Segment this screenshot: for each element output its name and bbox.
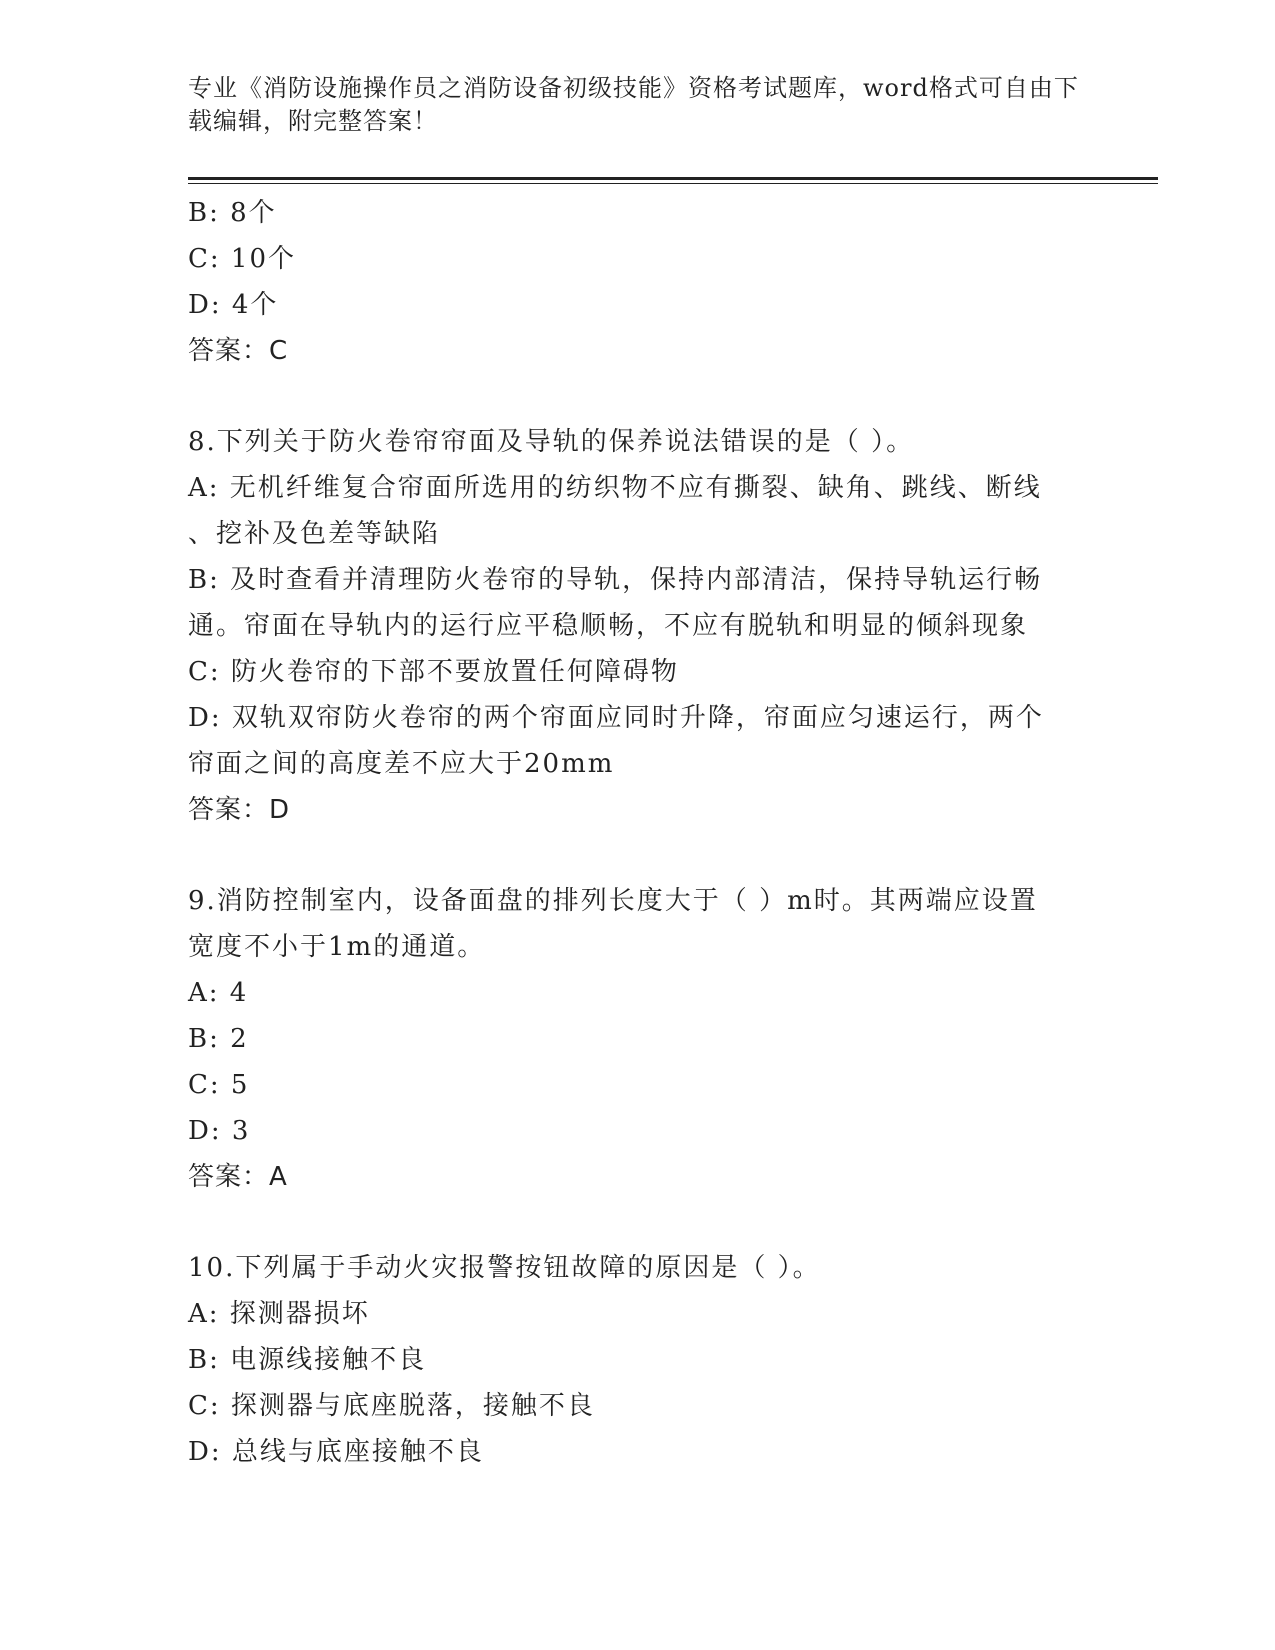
answer-line: 答案：D: [188, 795, 291, 825]
question-stem: 9.消防控制室内，设备面盘的排列长度大于（ ）m时。其两端应设置: [188, 886, 1038, 916]
option-a: A: 无机纤维复合帘面所选用的纺织物不应有撕裂、缺角、跳线、断线: [188, 473, 1042, 503]
option-c: C: 探测器与底座脱落，接触不良: [188, 1391, 595, 1421]
question-stem: 8.下列关于防火卷帘帘面及导轨的保养说法错误的是（ ）。: [188, 427, 915, 457]
option-b: B: 电源线接触不良: [188, 1345, 427, 1375]
option-c: C: 5: [188, 1070, 250, 1100]
spacer: [188, 1200, 1088, 1245]
option-a-continued: 、挖补及色差等缺陷: [188, 519, 441, 549]
option-d: D: 4个: [188, 290, 279, 320]
option-d: D: 总线与底座接触不良: [188, 1437, 484, 1467]
option-c: C: 防火卷帘的下部不要放置任何障碍物: [188, 657, 679, 687]
answer-line: 答案：A: [188, 1162, 288, 1192]
question-list: [188, 190, 1088, 1475]
question-block-10: [188, 1245, 1088, 1475]
option-d: D: 双轨双帘防火卷帘的两个帘面应同时升降，帘面应匀速运行，两个: [188, 703, 1044, 733]
document-header: [188, 72, 1088, 138]
option-a: A: 探测器损坏: [188, 1299, 370, 1329]
header-divider-thin: [188, 183, 1158, 184]
header-line-1: 专业《消防设施操作员之消防设备初级技能》资格考试题库，word格式可自由下: [188, 74, 1079, 102]
question-stem: 10.下列属于手动火灾报警按钮故障的原因是（ ）。: [188, 1253, 821, 1283]
spacer: [188, 833, 1088, 878]
option-b: B: 8个: [188, 198, 277, 228]
header-divider-thick: [188, 177, 1158, 180]
option-d-continued: 帘面之间的高度差不应大于20mm: [188, 749, 615, 779]
option-d: D: 3: [188, 1116, 251, 1146]
question-block-8: [188, 419, 1088, 833]
question-block-9: [188, 878, 1088, 1200]
option-c: C: 10个: [188, 244, 297, 274]
question-block-prev: [188, 190, 1088, 374]
answer-line: 答案：C: [188, 336, 289, 366]
question-stem-continued: 宽度不小于1m的通道。: [188, 932, 486, 962]
header-line-2: 载编辑，附完整答案！: [188, 107, 438, 135]
option-b: B: 2: [188, 1024, 249, 1054]
option-b: B: 及时查看并清理防火卷帘的导轨，保持内部清洁，保持导轨运行畅: [188, 565, 1043, 595]
option-b-continued: 通。帘面在导轨内的运行应平稳顺畅，不应有脱轨和明显的倾斜现象: [188, 611, 1029, 641]
spacer: [188, 374, 1088, 419]
option-a: A: 4: [188, 978, 249, 1008]
